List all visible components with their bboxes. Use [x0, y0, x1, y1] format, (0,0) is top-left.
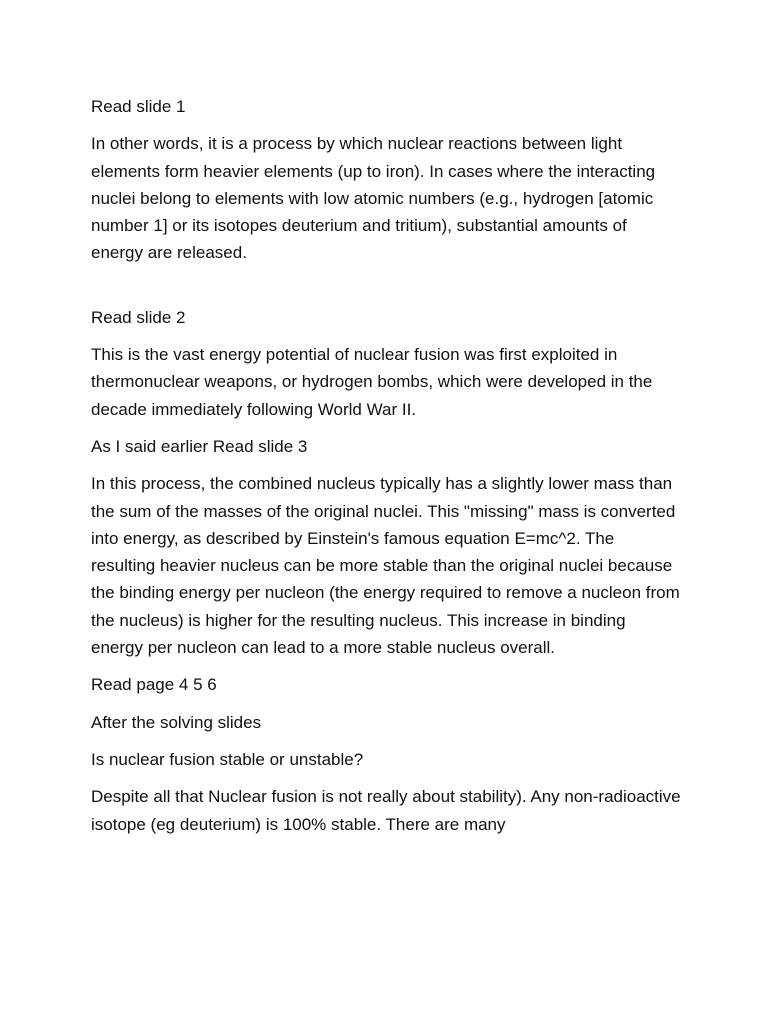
paragraph-stability-question: Is nuclear fusion stable or unstable? — [91, 749, 364, 769]
paragraph-after-solving-slides: After the solving slides — [91, 712, 262, 732]
paragraph-thermonuclear-weapons: This is the vast energy potential of nuclear fusion was first exploited in thermonuclear weapons, or hydrogen bombs, which were developed in the decade immediately following World War II. — [91, 345, 653, 419]
paragraph-mass-energy: In this process, the combined nucleus typically has a slightly lower mass than the sum of the masses of the original nuclei. This "missing" mass is converted into energy, as described by Einstein's famous equation E=mc^2. The resulting heavier nucleus can be more stable than the original nuclei because the binding energy per nucleon (the energy required to remove a nucleon from the nucleus) is higher for the resulting nucleus. This increase in binding energy per nucleon can lead to a more stable nucleus overall. — [91, 474, 680, 658]
paragraph-read-slide-3: As I said earlier Read slide 3 — [91, 436, 308, 456]
paragraph-read-page-4-5-6: Read page 4 5 6 — [91, 675, 217, 695]
paragraph-fusion-definition: In other words, it is a process by which nuclear reactions between light elements form heavier elements (up to iron). In cases where the interacting nuclei belong to elements with low atomic numbers (e.g., hydrogen [atomic number 1] or its isotopes deuterium and tritium), substantial amounts of energy are released. — [91, 134, 656, 263]
document-body — [91, 93, 681, 848]
paragraph-stability-answer: Despite all that Nuclear fusion is not really about stability). Any non-radioactive isotope (eg deuterium) is 100% stable. There are many — [91, 787, 681, 834]
paragraph-read-slide-1: Read slide 1 — [91, 97, 186, 116]
paragraph-read-slide-2: Read slide 2 — [91, 307, 186, 327]
